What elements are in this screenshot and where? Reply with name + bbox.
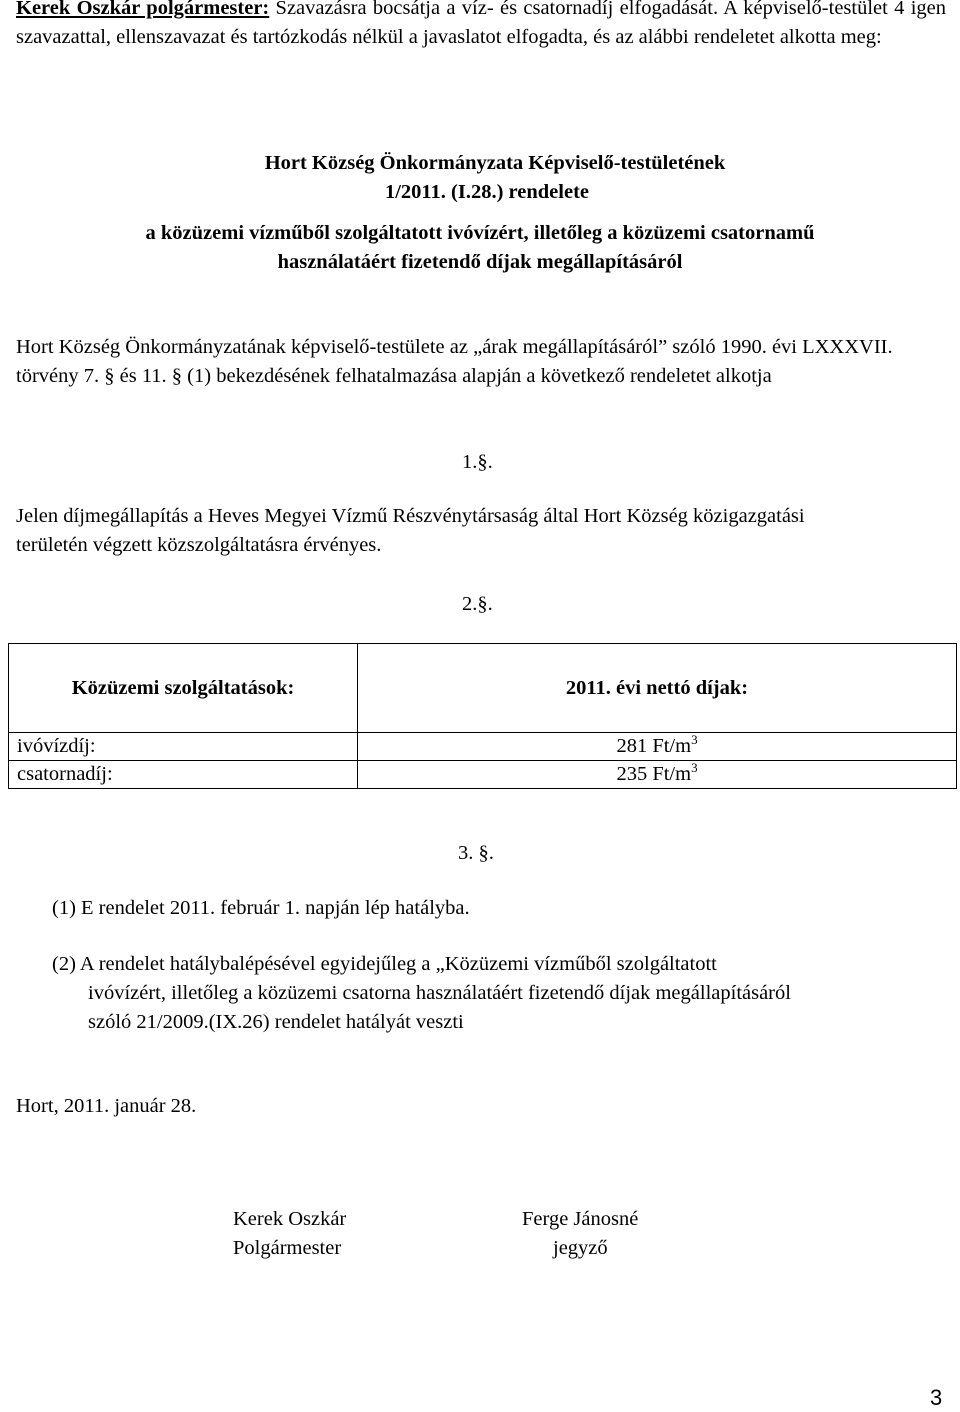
decree-title-line2: 1/2011. (I.28.) rendelete <box>384 181 590 203</box>
section3-para2-line3: szóló 21/2009.(IX.26) rendelet hatályát veszti <box>88 1011 464 1033</box>
decree-title-line1: Hort Község Önkormányzata Képviselő-testületének <box>264 152 726 174</box>
preamble: Hort Község Önkormányzatának képviselő-testülete az „árak megállapításáról” szóló 1990. évi LXXXVII. törvény 7. § és 11. § (1) bekezdésének felhatalmazása alapján a következő rendeletet alkotja <box>16 336 893 387</box>
price-cell: 235 $Ft/m^3$ <box>358 761 957 789</box>
decree-subject-line2: használatáért fizetendő díjak megállapításáról <box>277 251 683 273</box>
signature-notary <box>522 1205 638 1263</box>
intro-paragraph <box>16 0 946 52</box>
signature-name: Ferge Jánosné <box>522 1208 639 1230</box>
signature-role: Polgármester <box>233 1237 342 1259</box>
fee-table-row <box>9 761 957 789</box>
fee-table-col1-header: Közüzemi szolgáltatások: <box>9 644 358 733</box>
decree-title <box>0 149 960 277</box>
fee-table-header-row <box>9 644 957 733</box>
page-number: 3 <box>930 1385 943 1410</box>
intro-text: Szavazásra bocsátja a víz- és csatornadíj elfogadását. A képviselő-testület 4 igen szavazattal, ellenszavazat és tartózkodás nélkül a javaslatot elfogadta, és az alábbi rendeletet alkotta meg: <box>16 0 947 48</box>
section1-text: Jelen díjmegállapítás a Heves Megyei Vízmű Részvénytársaság által Hort Község közigazgatási területén végzett közszolgáltatásra érvényes. <box>16 505 805 556</box>
signature-name: Kerek Oszkár <box>233 1208 347 1230</box>
service-cell: ivóvízdíj: <box>9 733 358 761</box>
section3-para2-line1: (2) A rendelet hatálybalépésével egyidejűleg a „Közüzemi vízműből szolgáltatott <box>52 953 717 975</box>
section1-heading: 1.§. <box>462 451 493 473</box>
section3-para2-line2: ivóvízért, illetőleg a közüzemi csatorna használatáért fizetendő díjak megállapításáról <box>88 982 791 1004</box>
service-cell: csatornadíj: <box>9 761 358 789</box>
fee-table-col2-header: 2011. évi nettó díjak: <box>358 644 957 733</box>
decree-subject-line1: a közüzemi vízműből szolgáltatott ivóvízért, illetőleg a közüzemi csatornamű <box>145 222 815 244</box>
fee-table <box>8 643 957 789</box>
place-date: Hort, 2011. január 28. <box>16 1095 197 1117</box>
speaker-name: Kerek Oszkár polgármester: <box>16 0 270 19</box>
section3-heading: 3. §. <box>458 842 494 864</box>
signature-role: jegyző <box>553 1237 608 1259</box>
fee-table-row <box>9 733 957 761</box>
section3-para1: (1) E rendelet 2011. február 1. napján lép hatályba. <box>52 897 470 919</box>
section3-para2 <box>52 950 952 1037</box>
section2-heading: 2.§. <box>462 593 493 615</box>
price-cell: 281 $Ft/m^3$ <box>358 733 957 761</box>
signature-mayor <box>233 1205 346 1263</box>
